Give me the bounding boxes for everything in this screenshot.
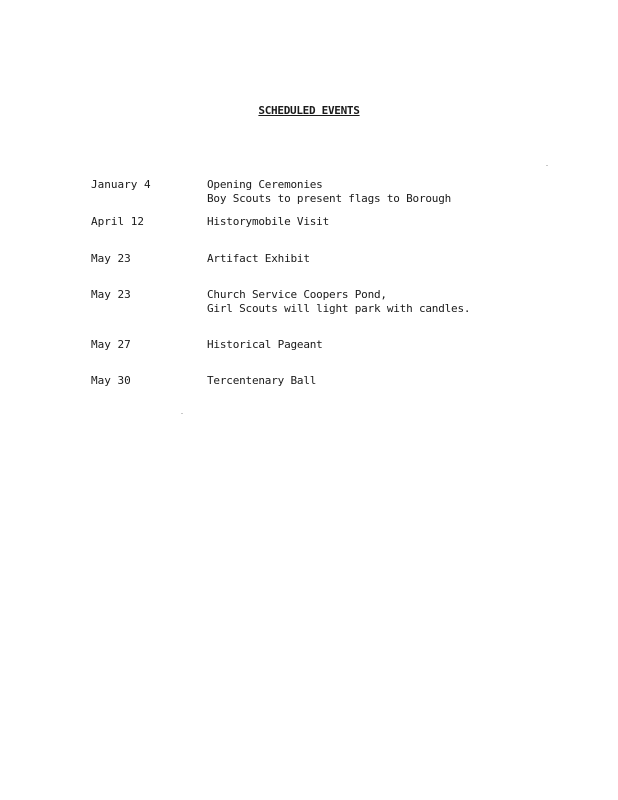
page-title: SCHEDULED EVENTS [258, 104, 360, 117]
event-date: May 27 [91, 338, 131, 351]
event-date: January 4 [91, 178, 151, 191]
events-list [91, 178, 571, 394]
event-date: May 23 [91, 288, 131, 301]
event-line: Opening Ceremonies [207, 178, 323, 191]
event-date: April 12 [91, 215, 144, 228]
paper-speck [546, 165, 548, 166]
event-line: Historical Pageant [207, 338, 323, 351]
event-description [207, 288, 571, 338]
event-description [207, 338, 571, 374]
event-row [91, 178, 571, 215]
paper-speck [181, 413, 183, 414]
event-row [91, 374, 571, 394]
event-line: Girl Scouts will light park with candles. [207, 302, 471, 315]
event-line: Boy Scouts to present flags to Borough [207, 192, 452, 205]
event-line: Historymobile Visit [207, 215, 330, 228]
event-line: Church Service Coopers Pond, [207, 288, 387, 301]
event-description [207, 178, 571, 215]
event-description [207, 374, 571, 394]
event-date: May 23 [91, 252, 131, 265]
event-description [207, 215, 571, 252]
event-row [91, 338, 571, 374]
event-row [91, 215, 571, 252]
event-date: May 30 [91, 374, 131, 387]
event-description [207, 252, 571, 288]
event-line: Artifact Exhibit [207, 252, 310, 265]
event-row [91, 288, 571, 338]
event-line: Tercentenary Ball [207, 374, 317, 387]
event-row [91, 252, 571, 288]
